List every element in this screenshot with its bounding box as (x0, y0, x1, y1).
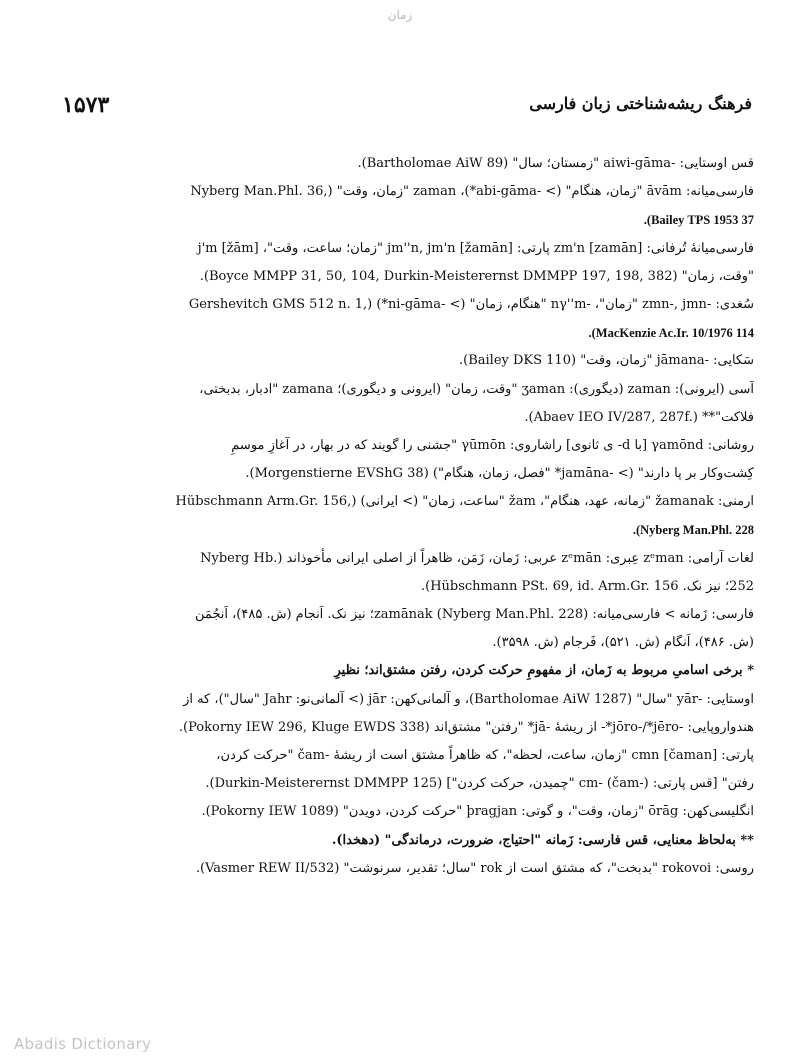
footnote-line: انگلیسی‌کهن: ‎ōrāg‎ "زمان، وقت"، و گوتی: ‎þragjan‎ "حرکت کردن، دویدن" (‎Pokorny IEW 1089‎). (201, 804, 754, 820)
entry-line: کِشت‌وکار بر پا دارند" (> ‎*jamāna-‎ "فصل، زمان، هنگام") (‎Morgenstierne EVShG 38‎). (245, 466, 754, 482)
entry-line: فارسی: زَمانه > فارسی‌میانه: ‎zamānak‎ (‎Nyberg Man.Phl. 228‎)؛ نیز نک. اَنجام (ش. ۴۸۵)، اَنجُمَن (194, 607, 754, 622)
entry-line: ‎Bailey TPS 1953 37‎). (643, 213, 754, 228)
entry-line: آسی (ایرونی): ‎zaman‎ (دیگوری): ‎ʒaman‎ "وقت، زمان" (ایرونی و دیگوری)؛ ‎zamana‎ "ادبار، بدبختی، (199, 381, 754, 397)
entry-line: سُغدی: ‎zmn-, jmn-‎ "زمان"، ‎nγ''m-‎ "هنگام، زمان" (> ‎*ni-gāma-‎) (‎Gershevitch GMS 512 n. 1,‎ (188, 296, 754, 312)
book-title: فرهنگ ریشه‌شناختی زبان فارسی (529, 94, 752, 113)
entry-body (52, 150, 754, 883)
entry-line: لغات آرامی: ‎zᵉman‎ عِبری: ‎zᵉmān‎ عربی: زَمان، زَمَن، ظاهراً از اصلی ایرانی مأخوذاند (‎Nyberg Hb.‎ (200, 550, 754, 566)
entry-line: فارسی‌میانهٔ تُرفانی: ‎zm'n [zamān]‎ پارتی: ‎jm''n, jm'n [žamān]‎ "زمان؛ ساعت، وقت"، ‎j'm [žām]‎ (197, 240, 754, 256)
footnote-line: اوستایی: ‎yār-‎ "سال" (‎Bartholomae AiW 1287‎)، و آلمانی‌کهن: ‎jār‎ (> آلمانی‌نو: ‎Jahr‎ "سال")، که از (183, 691, 754, 707)
watermark-bottom: Abadis Dictionary (14, 1035, 152, 1053)
entry-line: قس اوستایی: ‎aiwi-gāma-‎ "زمستان؛ سال" (‎Bartholomae AiW 89‎). (357, 156, 754, 171)
entry-line: فلاکت"** (‎Abaev IEO IV/287, 287f.‎). (524, 409, 754, 425)
entry-line: فارسی‌میانه: ‎āvām‎ "زمان، هنگام" (> ‎*abi-gāma-‎)، ‎zaman‎ "زمان، وقت" (‎Nyberg Man.Phl. 36,‎ (190, 184, 754, 200)
entry-line: (ش. ۴۸۶)، اَنگام (ش. ۵۲۱)، فَرجام (ش. ۳۵۹۸). (492, 635, 754, 651)
footnote-line: هندواروپایی: ‎-*jōro-/*jēro-‎ از ریشهٔ ‎*jā-‎ "رفتن" مشتق‌اند (‎Pokorny IEW 296, Kluge EWDS 338‎). (178, 719, 754, 735)
entry-line: "وقت، زمان" (‎Boyce MMPP 31, 50, 104, Durkin-Meisterernst DMMPP 197, 198, 382‎). (199, 268, 754, 284)
watermark-top: زمان (387, 8, 413, 22)
footnote-line: پارتی: ‎cmn [čaman]‎ "زمان، ساعت، لحظه"، که ظاهراً مشتق است از ریشهٔ ‎čam-‎ "حرکت کردن، (216, 747, 754, 763)
page-header (62, 92, 752, 118)
entry-line: سَکایی: ‎jāmana-‎ "زمان، وقت" (‎Bailey DKS 110‎). (458, 353, 754, 369)
entry-line: 252؛ نیز نک. ‎Hübschmann PSt. 69, id. Arm.Gr. 156‎). (420, 578, 754, 594)
entry-line: ‎MacKenzie Ac.Ir. 10/1976 114‎). (588, 326, 754, 341)
entry-line: روشانی: ‎γamōnd‎ [با ‎-d‎ ی ثانوی] راشاروی: ‎γūmōn‎ "جشنی را گویند که در بهار، در آغازِ موسمِ (231, 437, 754, 453)
footnote-line: روسی: ‎rokovoi‎ "بدبخت"، که مشتق است از ‎rok‎ "سال؛ تقدیر، سرنوشت" (‎Vasmer REW II/532‎). (195, 860, 754, 876)
entry-line: ارمنی: ‎žamanak‎ "زمانه، عهد، هنگام"، ‎žam‎ "ساعت، زمان" (> ایرانی) (‎Hübschmann Arm.Gr. 156,‎ (175, 494, 754, 510)
footnote-line: ** به‌لحاظ معنایی، قس فارسی: زَمانه "احتیاج، ضرورت، درماندگی" (دهخدا). (331, 832, 754, 848)
page-number: ۱۵۷۳ (62, 92, 110, 118)
entry-line: ‎Nyberg Man.Phl. 228‎). (632, 523, 754, 538)
footnote-line: رفتن" [قس پارتی: ‎cm- (čam-)‎ "چمیدن، حرکت کردن"] (‎Durkin-Meisterernst DMMPP 125‎). (205, 776, 754, 792)
footnote-line: * برخی اسامیِ مربوط به زَمان، از مفهومِ حرکت کردن، رفتن مشتق‌اند؛ نظیرِ (334, 663, 754, 679)
